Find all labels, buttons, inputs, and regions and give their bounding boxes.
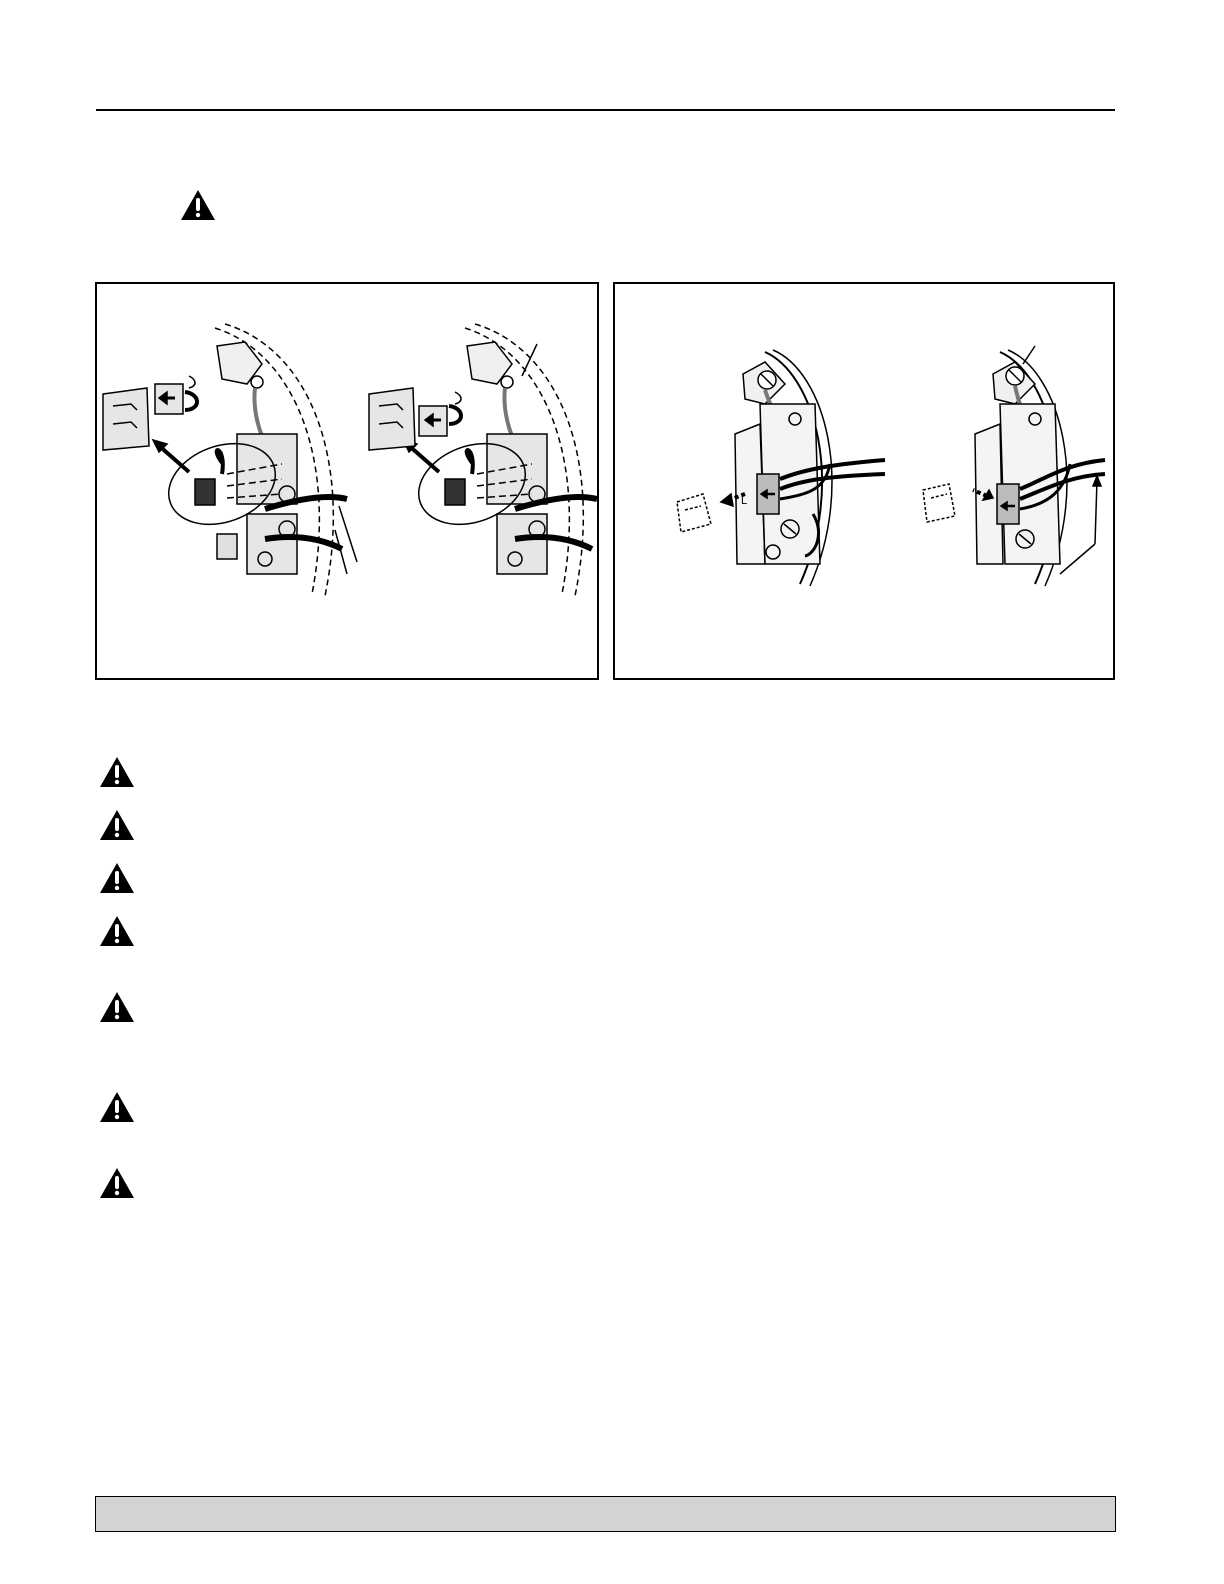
motor-end-view-1 — [153, 324, 357, 596]
warning-triangle-icon — [99, 915, 135, 947]
figure-panel-right — [613, 282, 1115, 680]
switch-view-1 — [677, 350, 885, 586]
svg-text:L: L — [741, 495, 748, 507]
warning-triangle-icon — [180, 189, 216, 221]
warning-triangle-icon — [99, 809, 135, 841]
plug-inset-1 — [103, 376, 197, 450]
warning-triangle-icon — [99, 1167, 135, 1199]
warning-triangle-icon — [99, 991, 135, 1023]
switch-view-2 — [923, 346, 1105, 586]
warning-triangle-icon — [99, 862, 135, 894]
terminal-plug-illustration — [97, 284, 597, 678]
warning-triangle-icon — [99, 756, 135, 788]
motor-end-view-2 — [403, 324, 597, 596]
footer-bar — [95, 1496, 1116, 1532]
plug-inset-2 — [369, 388, 461, 450]
voltage-switch-illustration — [615, 284, 1113, 678]
warning-triangle-icon — [99, 1091, 135, 1123]
header-rule — [96, 109, 1115, 111]
figure-panel-left — [95, 282, 599, 680]
